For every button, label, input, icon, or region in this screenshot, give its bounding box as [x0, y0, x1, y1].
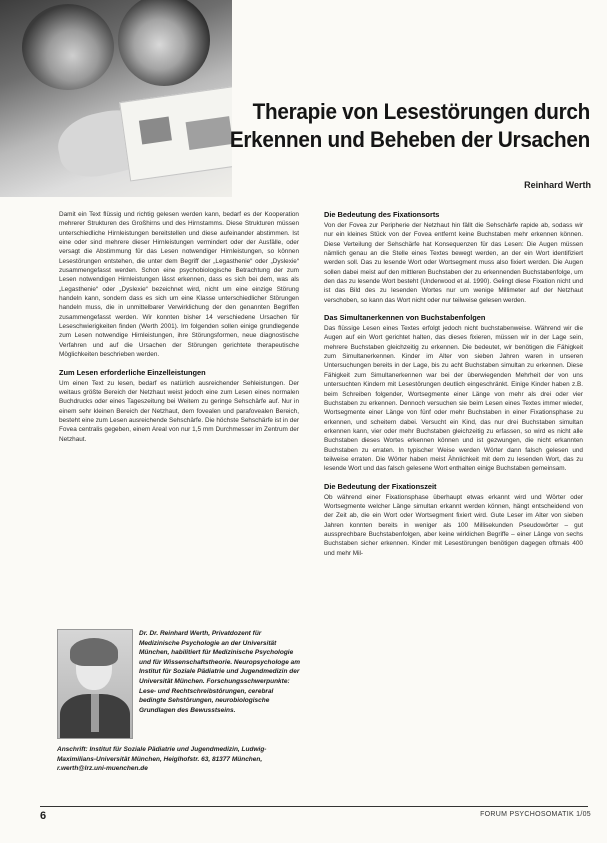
section-paragraph: Von der Fovea zur Peripherie der Netzhaut hin fällt die Sehschärfe rapide ab, sodass wir nur ein kleines Stück von der Fovea entfernt keine Buchstaben mehr erkennen können. Diese Verteilung der Sehschärfe hat Konsequenzen für das Lesen: Die Augen müssen nämlich genau an die Stelle eines Textes bewegt werden, an der ein Wort identifiziert werden soll. Das zu lesende Wort oder Wortsegment muss also fixiert werden. Die Augen sollen dabei meist auf den mittleren Buchstaben der zu erkennenden Buchstabenfolge, um den das zu lesende Wort besteht (Underwood et al. 1990). Gelingt diese Fixation nicht und ist das Bild des zu lesenden Wortes nur um wenige Millimeter auf der Netzhaut verschoben, so kann das Wort nicht oder nur teilweise gelesen werden.	[324, 222, 583, 304]
author-bio-text: Dr. Dr. Reinhard Werth, Privatdozent für Medizinische Psychologie an der Universität München, habilitiert für Medizinische Psychologie und für Wissenschaftstheorie. Neuropsychologe am Institut für Soziale Pädiatrie und Jugendmedizin der Universität München. Forschungsschwerpunkte: Lese- und Rechtschreibstörungen, cerebral bedingte Sehstörungen, neurobiologische Grundlagen des Bewusstseins.	[139, 630, 301, 714]
right-column	[324, 210, 583, 558]
section-paragraph: Das flüssige Lesen eines Textes erfolgt jedoch nicht buchstabenweise. Während wir die Augen auf ein Wort gerichtet halten, das dieses fixieren, müssen wir in der Lage sein, mehrere Buchstaben gleichzeitig zu erkennen. Die bedeutet, wir benötigen die Fähigkeit zum Simultanerkennen. Kinder im Alter von sieben Jahren waren in unseren Untersuchungen bereits in der Lage, bis zu acht Buchstaben simultan zu erkennen. Diese Fähigkeit zum Simultanerkennen war bei der überwiegenden Mehrheit der von uns untersuchten Kindern mit Lesestörungen deutlich eingeschränkt. Einige Kinder haben z.B. beim Schreiben folgender, Wortsegmente einer Länge von mehr als drei oder vier Buchstaben zu erkennen. Dennoch versuchen sie beim Lesen eines Textes immer wieder, Wortsegmente einer Länge von fünf oder mehr Buchstaben in einer Fixationsphase zu erkennen, und scheitern dabei. Versucht ein Kind, das nur drei Buchstaben simultan erkennen kann, vier oder mehr Buchstaben gleichzeitig zu erfassen, so wird es nicht alle Buchstaben dieses Wortes erkennen können und ist gezwungen, die nicht erkannten Buchstaben zu erraten. In typischer Weise werden Wörter dann falsch gelesen und teilweise erraten. Die Wörter haben meist Ähnlichkeit mit dem zu lesenden Wort, das zu lesende Wort und das falsch gelesene Wort enthalten einige Buchstaben gemeinsam.	[324, 325, 583, 473]
book-illustration	[139, 117, 172, 145]
section-heading: Die Bedeutung der Fixationszeit	[324, 481, 437, 491]
child-head-right	[118, 0, 210, 86]
left-column	[59, 210, 299, 444]
intro-paragraph: Damit ein Text flüssig und richtig gelesen werden kann, bedarf es der Kooperation mehrerer Strukturen des Großhirns und des Hirnstamms. Diese Strukturen müssen unterschiedliche Hirnleistungen bereitstellen und diese aufeinander abstimmen. Ist eine oder sind mehrere dieser Hirnleistungen vermindert oder der Ausfälle, oder versagt die Abstimmung für das Lesen notwendiger Hirnleistungen, so können Lesestörungen entstehen, die unter dem Begriff der „Legasthenie“ oder „Dyslexie“ zusammengefasst werden. Schon eine psychobiologische Betrachtung der zum Lesen notwendigen Hirnleistungen lässt erkennen, dass es sich bei dem, was als „Legasthenie“ oder „Dyslexie“ bezeichnet wird, nicht um eine einzige Störung handeln kann, sondern dass es sich um eine Klasse unterschiedlicher Störungen handeln muss, die in unmittelbarer Verwirklichung der den genannten Begriffen zusammengefasst werden. Wir konnten bisher 14 verschiedene Ursachen für Leseschwierigkeiten finden (Werth 2001). Im folgenden sollen einige grundlegende zum Lesen notwendige Hirnleistungen, ihre Störungsformen, neue diagnostische Verfahren und auf die Ursachen der Störungen gerichtete therapeutische Möglichkeiten beschrieben werden.	[59, 211, 299, 359]
author-name: Reinhard Werth	[524, 180, 591, 190]
journal-name: FORUM PSYCHOSOMATIK 1/05	[480, 811, 591, 818]
child-head-left	[22, 4, 114, 90]
title-line-1: Therapie von Lesestörungen durch	[252, 99, 590, 124]
author-address: Anschrift: Institut für Soziale Pädiatrie und Jugendmedizin, Ludwig-Maximilians-Universität München, Heiglhofstr. 63, 81377 München, r.werth@lrz.uni-muenchen.de	[57, 746, 267, 773]
header-photo-children-reading	[0, 0, 232, 197]
section-paragraph: Ob während einer Fixationsphase überhaupt etwas erkannt wird und Wörter oder Wortsegmente welcher Länge simultan erkannt werden können, hängt entscheidend von der Zeit ab, die ein Wort oder Wortsegment fixiert wird. Gute Leser im Alter von sieben Jahren konnten bereits in weniger als 100 Millisekunden Pseudowörter – gut aussprechbare Buchstabenfolgen, aber keine wirklichen Begriffe – einer Länge von sechs Buchstaben sicher erkennen. Kinder mit Lesestörungen benötigen dagegen oftmals 400 und mehr Mil-	[324, 493, 583, 557]
portrait-tie	[91, 694, 99, 732]
author-bio-box	[57, 629, 301, 747]
section-heading: Die Bedeutung des Fixationsorts	[324, 210, 440, 219]
section-paragraph: Um einen Text zu lesen, bedarf es natürlich ausreichender Sehleistungen. Der weitaus größte Bereich der Netzhaut weist jedoch eine zum Lesen eines normalen Buchdrucks oder eines Tageszeitung bei Weitem zu geringe Sehschärfe auf. Nur in einem sehr kleinen Bereich der Netzhaut, dem fovealen und parafovealen Bereich, besteht eine zum Lesen ausreichende Sehschärfe. Die höchste Sehschärfe ist in der Fovea centralis gegeben, einem Areal von nur 1,5 mm Durchmesser im Zentrum der Netzhaut.	[59, 379, 299, 443]
page-number: 6	[40, 810, 47, 822]
portrait-hair	[70, 638, 118, 666]
article-title	[213, 98, 590, 154]
author-portrait	[57, 629, 133, 739]
footer-rule	[40, 806, 588, 807]
section-heading: Zum Lesen erforderliche Einzelleistungen	[59, 367, 206, 377]
title-line-2: Erkennen und Beheben der Ursachen	[229, 127, 591, 152]
section-heading: Das Simultanerkennen von Buchstabenfolgen	[324, 313, 486, 323]
